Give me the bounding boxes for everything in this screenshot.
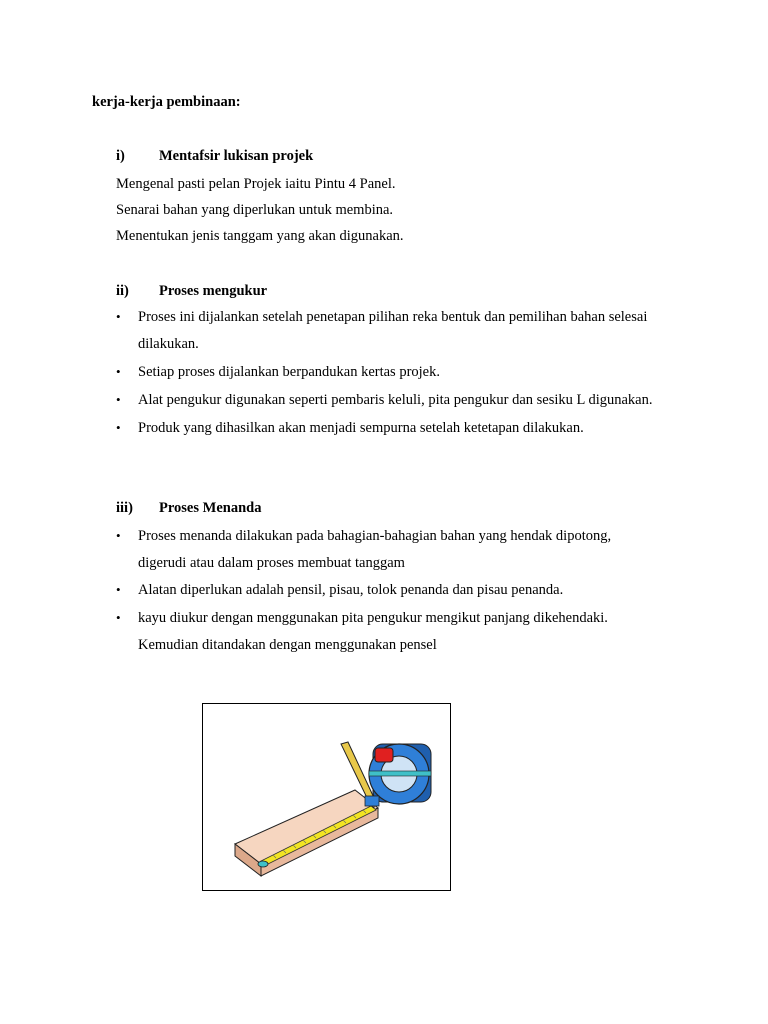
measuring-tape-pencil-image [203, 704, 452, 892]
section-1-title: Mentafsir lukisan projek [159, 148, 314, 164]
section-1-line: Mengenal pasti pelan Projek iaitu Pintu 4 Panel. [116, 176, 396, 192]
bullet-text: Setiap proses dijalankan berpandukan kertas projek. [138, 364, 440, 380]
bullet-marker: • [116, 610, 121, 625]
bullet-text-continued: dilakukan. [138, 336, 199, 352]
bullet-text: Produk yang dihasilkan akan menjadi sempurna setelah ketetapan dilakukan. [138, 420, 584, 436]
intro-heading: kerja-kerja pembinaan: [92, 94, 241, 110]
section-1-line: Menentukan jenis tanggam yang akan digunakan. [116, 228, 404, 244]
tape-hook [258, 861, 268, 867]
bullet-text: Alat pengukur digunakan seperti pembaris keluli, pita pengukur dan sesiku L digunakan. [138, 392, 653, 408]
bullet-marker: • [116, 364, 121, 379]
tape-mouth [365, 796, 379, 806]
bullet-text: kayu diukur dengan menggunakan pita pengukur mengikut panjang dikehendaki. [138, 610, 608, 626]
tape-lock-button [375, 748, 393, 762]
section-2-title: Proses mengukur [159, 283, 268, 299]
section-1-line: Senarai bahan yang diperlukan untuk membina. [116, 202, 394, 218]
bullet-text-continued: digerudi atau dalam proses membuat tanggam [138, 555, 405, 571]
bullet-marker: • [116, 582, 121, 597]
bullet-marker: • [116, 528, 121, 543]
bullet-text: Proses ini dijalankan setelah penetapan pilihan reka bentuk dan pemilihan bahan selesai [138, 309, 648, 325]
bullet-marker: • [116, 392, 121, 407]
measuring-illustration [202, 703, 451, 891]
bullet-marker: • [116, 420, 121, 435]
section-1-number: i) [116, 148, 125, 164]
bullet-text: Proses menanda dilakukan pada bahagian-bahagian bahan yang hendak dipotong, [138, 528, 612, 544]
bullet-marker: • [116, 309, 121, 324]
bullet-text-continued: Kemudian ditandakan dengan menggunakan pensel [138, 637, 437, 653]
section-2-number: ii) [116, 283, 129, 299]
bullet-text: Alatan diperlukan adalah pensil, pisau, tolok penanda dan pisau penanda. [138, 582, 564, 598]
section-3-number: iii) [116, 500, 133, 516]
section-3-title: Proses Menanda [159, 500, 262, 516]
tape-case-band [369, 771, 431, 776]
